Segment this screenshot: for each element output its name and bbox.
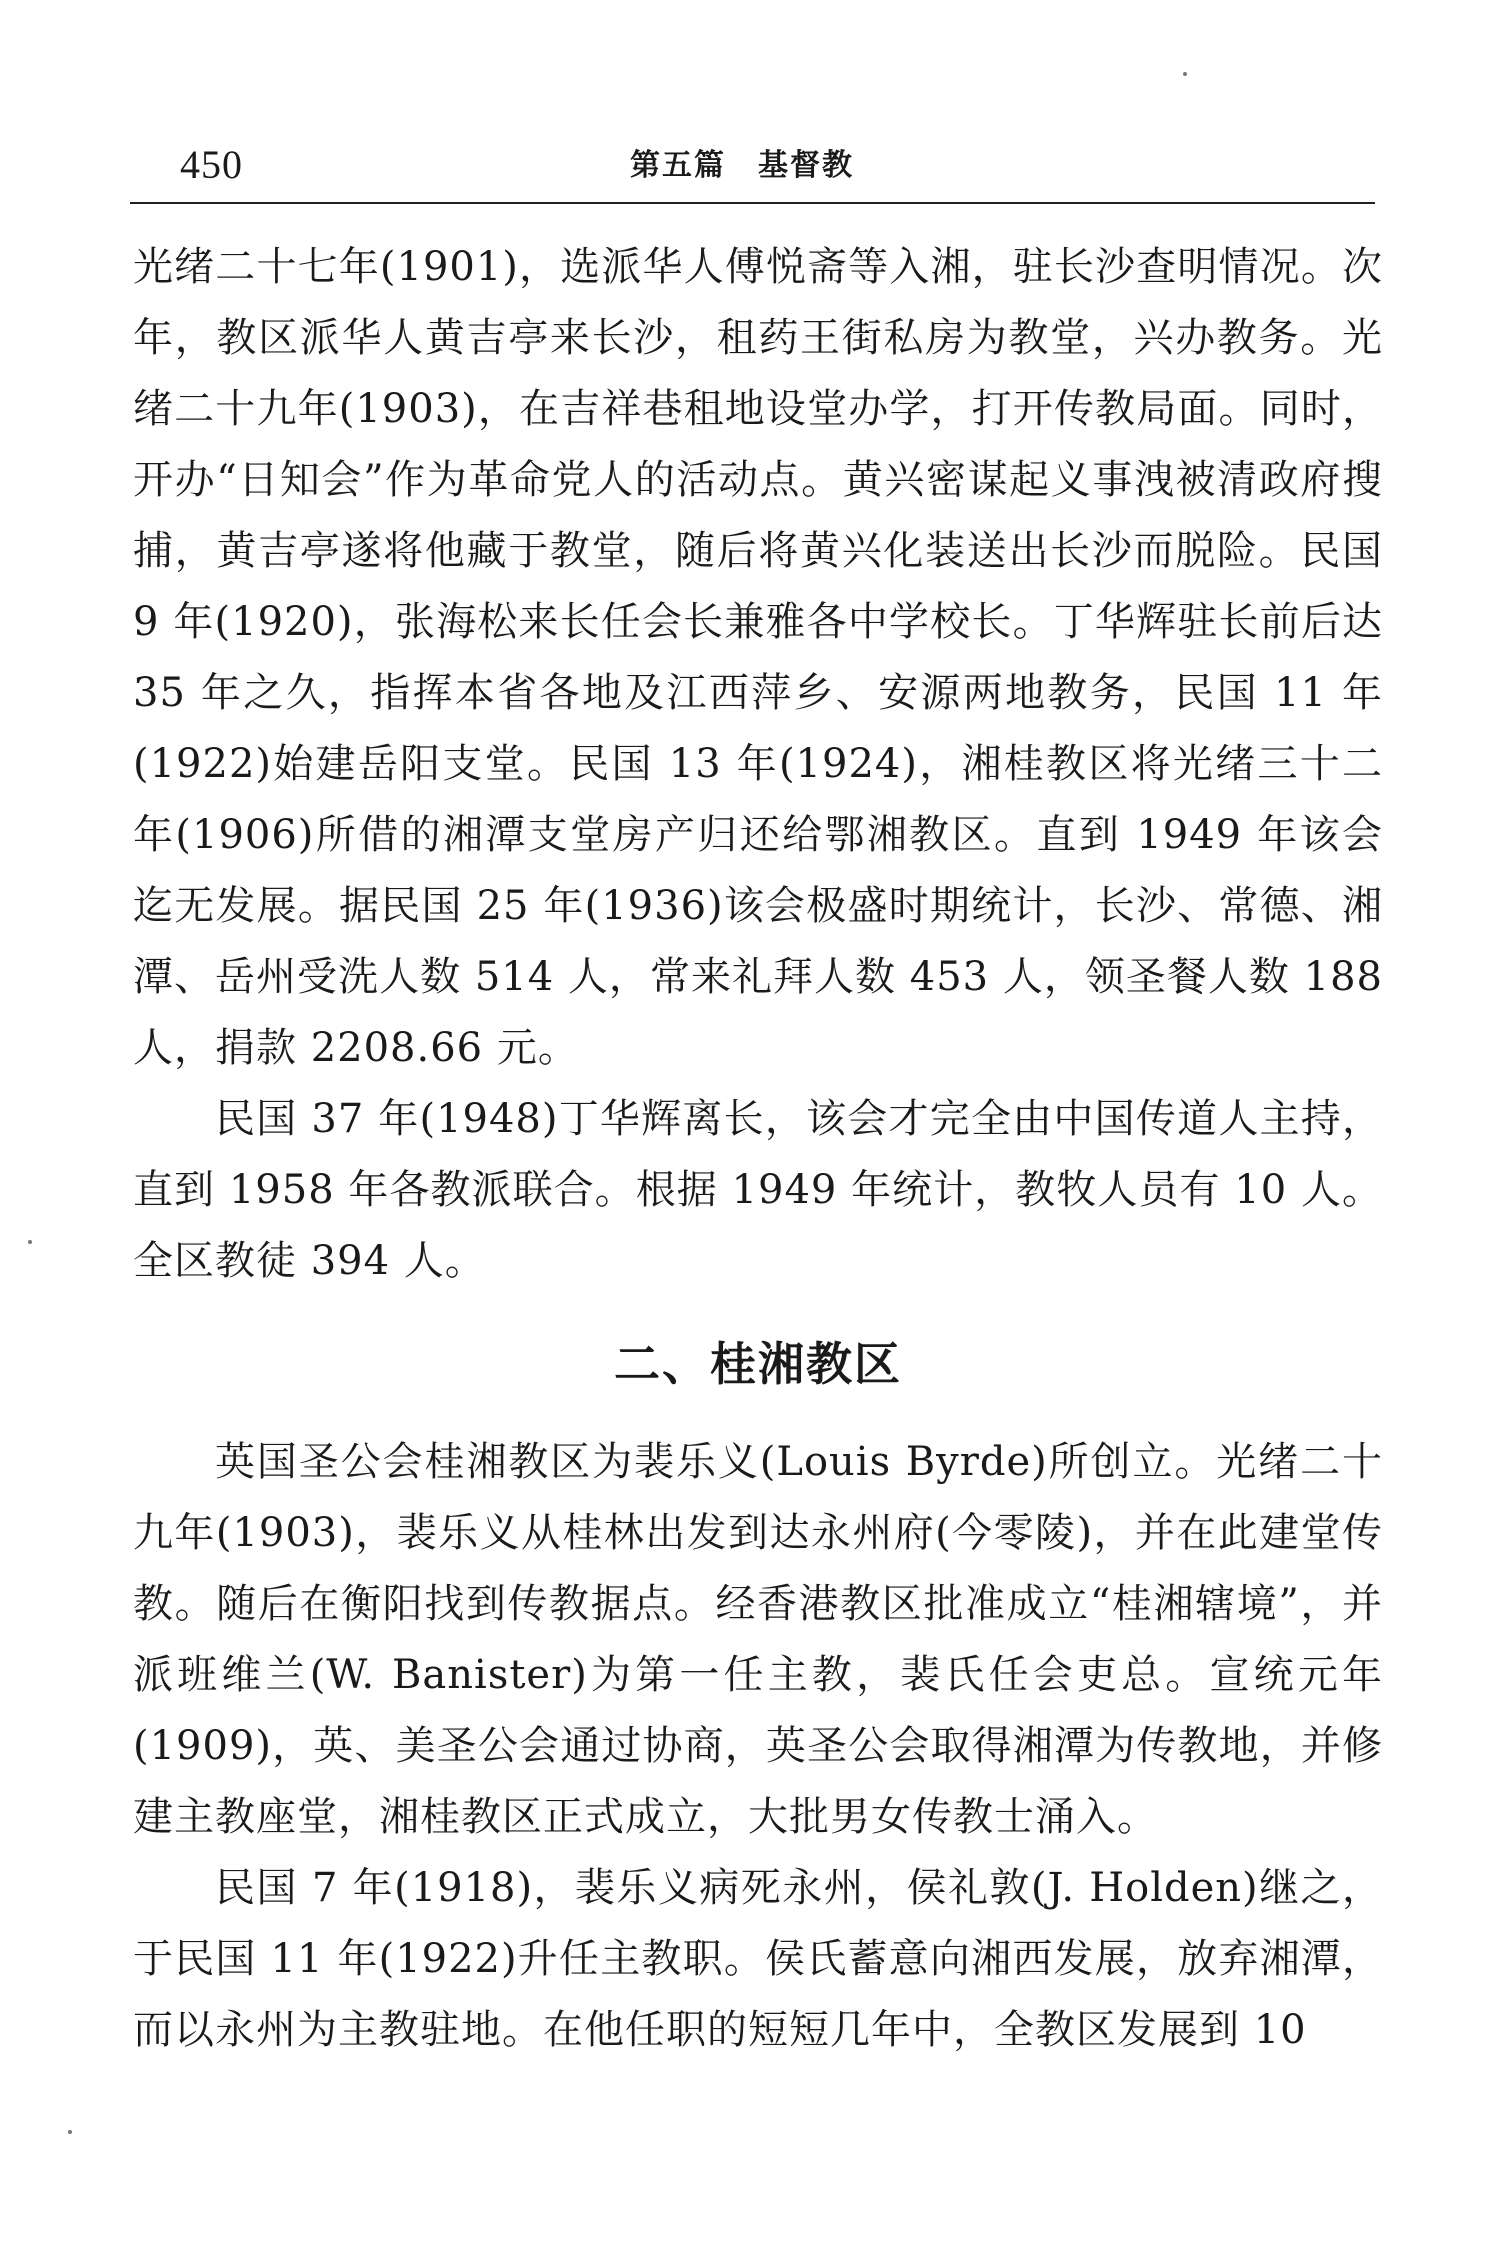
header-rule — [130, 202, 1375, 204]
paragraph-4: 民国 7 年(1918)，裴乐义病死永州，侯礼敦(J. Holden)继之，于民国 11 年(1922)升任主教职。侯氏蓄意向湘西发展，放弃湘潭，而以永州为主教驻地。在他任职的短短几年中，全教区发展到 10 — [133, 1865, 1383, 2053]
section-heading: 二、桂湘教区 — [614, 1337, 902, 1391]
scan-speck — [68, 2130, 72, 2134]
page-number: 450 — [180, 142, 243, 187]
page-body — [133, 232, 1383, 2066]
running-header-title: 第五篇 基督教 — [630, 148, 854, 183]
paragraph-3: 英国圣公会桂湘教区为裴乐义(Louis Byrde)所创立。光绪二十九年(1903)，裴乐义从桂林出发到达永州府(今零陵)，并在此建堂传教。随后在衡阳找到传教据点。经香港教区批准成立“桂湘辖境”，并派班维兰(W. Banister)为第一任主教，裴氏任会吏总。宣统元年(1909)，英、美圣公会通过协商，英圣公会取得湘潭为传教地，并修建主教座堂，湘桂教区正式成立，大批男女传教士涌入。 — [133, 1439, 1383, 1840]
scan-speck — [1183, 72, 1187, 76]
paragraph-2: 民国 37 年(1948)丁华辉离长，该会才完全由中国传道人主持，直到 1958 年各教派联合。根据 1949 年统计，教牧人员有 10 人。全区教徒 394 人。 — [133, 1096, 1383, 1284]
paragraph-1: 光绪二十七年(1901)，选派华人傅悦斋等入湘，驻长沙查明情况。次年，教区派华人黄吉亭来长沙，租药王街私房为教堂，兴办教务。光绪二十九年(1903)，在吉祥巷租地设堂办学，打开传教局面。同时，开办“日知会”作为革命党人的活动点。黄兴密谋起义事洩被清政府搜捕，黄吉亭遂将他藏于教堂，随后将黄兴化装送出长沙而脱险。民国 9 年(1920)，张海松来长任会长兼雅各中学校长。丁华辉驻长前后达 35 年之久，指挥本省各地及江西萍乡、安源两地教务，民国 11 年(1922)始建岳阳支堂。民国 13 年(1924)，湘桂教区将光绪三十二年(1906)所借的湘潭支堂房产归还给鄂湘教区。直到 1949 年该会迄无发展。据民国 25 年(1936)该会极盛时期统计，长沙、常德、湘潭、岳州受洗人数 514 人，常来礼拜人数 453 人，领圣餐人数 188 人，捐款 2208.66 元。 — [133, 244, 1383, 1071]
scan-speck — [28, 1240, 32, 1244]
running-header — [130, 140, 1375, 200]
